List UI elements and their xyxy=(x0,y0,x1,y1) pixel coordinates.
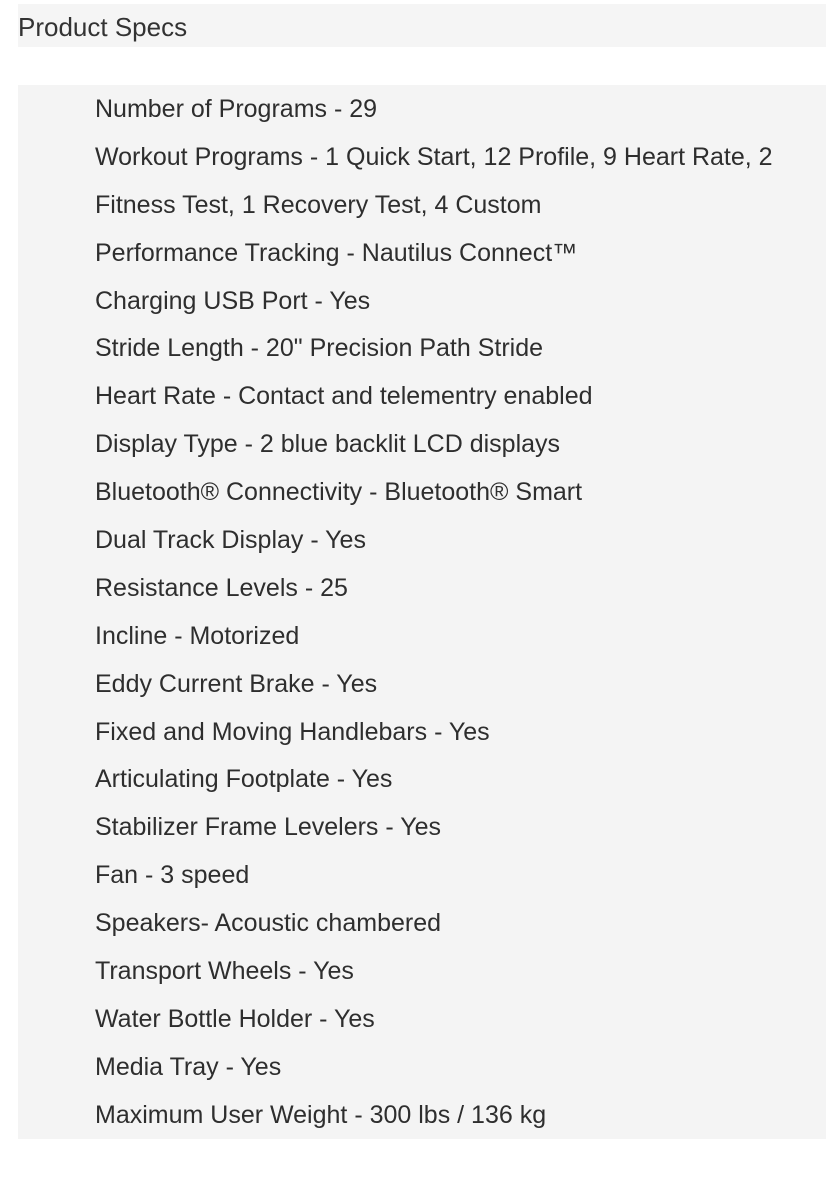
spec-item: Fan - 3 speed xyxy=(95,861,250,890)
spec-item: Number of Programs - 29 xyxy=(95,95,378,123)
specs-list xyxy=(95,92,773,1139)
spec-item: Water Bottle Holder - Yes xyxy=(95,1004,375,1033)
spec-item: Media Tray - Yes xyxy=(95,1052,282,1081)
spec-item: Display Type - 2 blue backlit LCD displays xyxy=(95,430,561,459)
spec-item: Bluetooth® Connectivity - Bluetooth® Smart xyxy=(95,478,583,507)
spec-item: Speakers- Acoustic chambered xyxy=(95,909,442,938)
spec-item: Eddy Current Brake - Yes xyxy=(95,669,378,698)
specs-panel xyxy=(18,85,826,1139)
spec-item: Fixed and Moving Handlebars - Yes xyxy=(95,717,490,746)
spec-item: Stabilizer Frame Levelers - Yes xyxy=(95,813,441,842)
spec-item: Fitness Test, 1 Recovery Test, 4 Custom xyxy=(95,190,542,219)
product-specs-header xyxy=(18,4,826,47)
spec-item: Heart Rate - Contact and telementry enabled xyxy=(95,382,593,411)
section-title: Product Specs xyxy=(18,12,188,42)
spec-item: Articulating Footplate - Yes xyxy=(95,765,393,794)
spec-item: Resistance Levels - 25 xyxy=(95,573,348,602)
spec-item: Stride Length - 20" Precision Path Stride xyxy=(95,334,544,363)
spec-item: Transport Wheels - Yes xyxy=(95,957,354,986)
spec-item: Workout Programs - 1 Quick Start, 12 Profile, 9 Heart Rate, 2 xyxy=(95,142,773,171)
spec-item: Performance Tracking - Nautilus Connect™ xyxy=(95,238,578,267)
spec-item: Dual Track Display - Yes xyxy=(95,526,366,555)
spec-item: Charging USB Port - Yes xyxy=(95,286,371,315)
spec-item: Maximum User Weight - 300 lbs / 136 kg xyxy=(95,1100,547,1129)
spec-item: Incline - Motorized xyxy=(95,621,300,650)
